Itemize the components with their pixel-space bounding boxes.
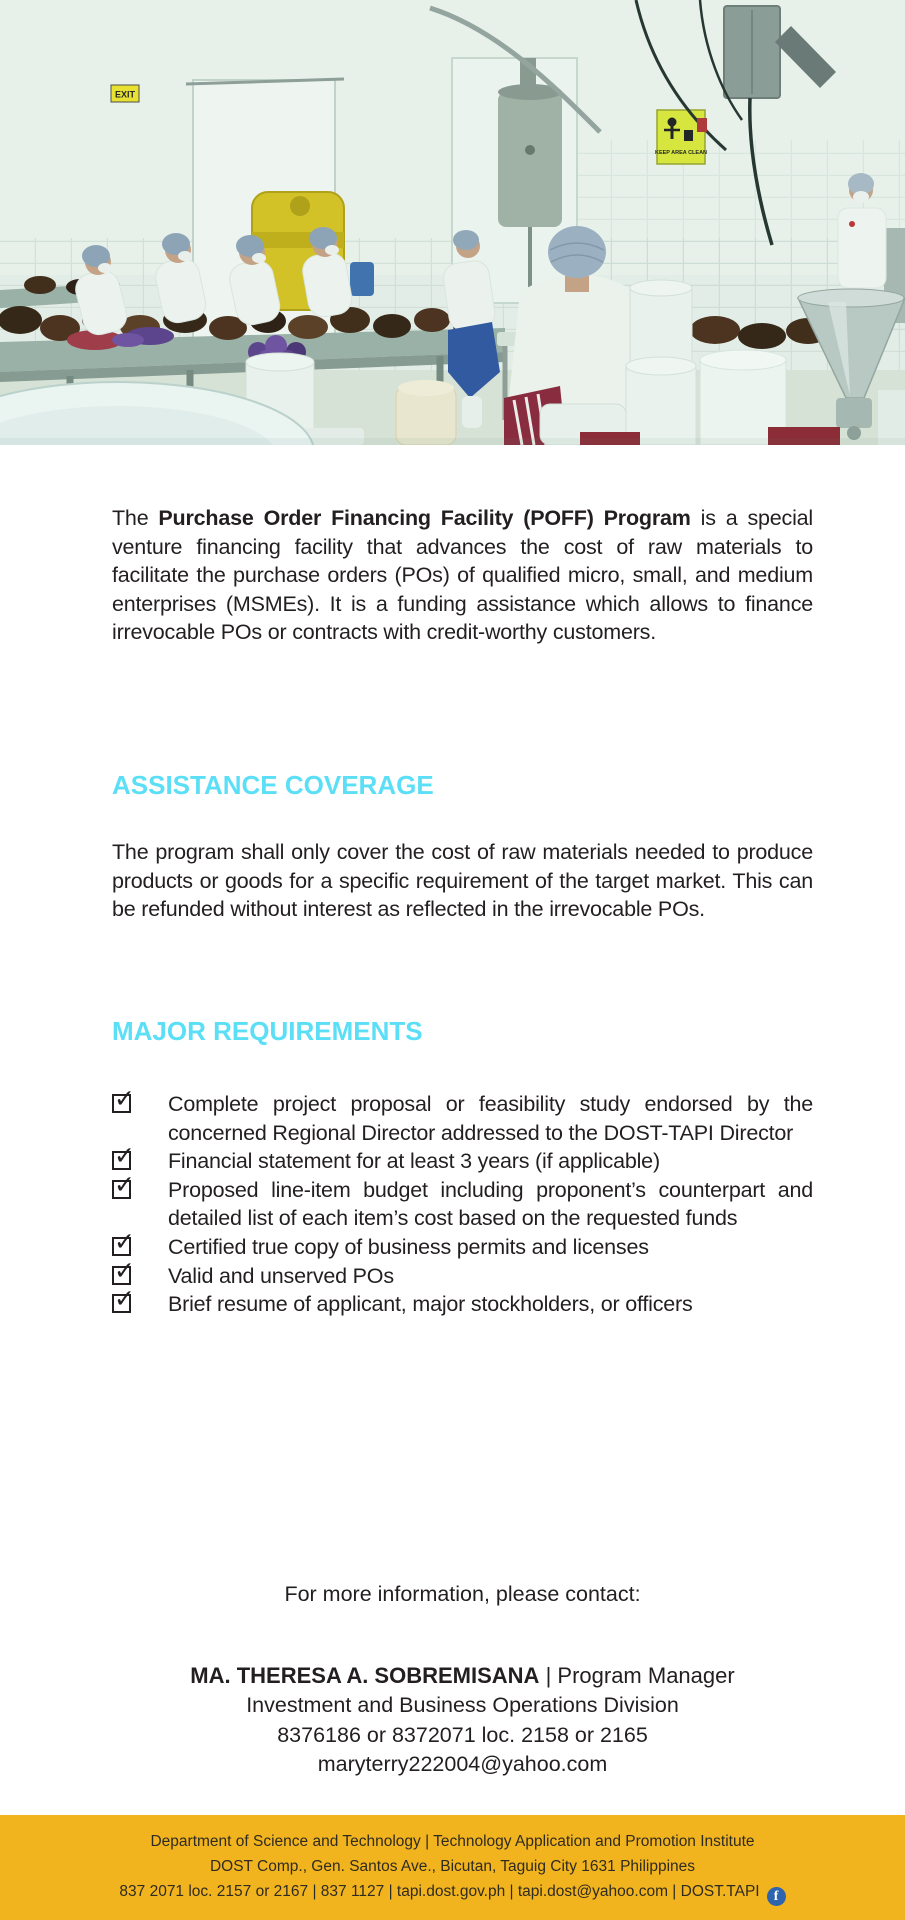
intro-paragraph <box>112 504 813 647</box>
footer-bar <box>0 1815 905 1920</box>
clean-sign-label: KEEP AREA CLEAN <box>654 150 708 156</box>
contact-division: Investment and Business Operations Division <box>246 1693 679 1717</box>
intro-prefix: The <box>112 506 159 530</box>
checklist-item-text: Valid and unserved POs <box>168 1263 394 1288</box>
contact-phone: 8376186 or 8372071 loc. 2158 or 2165 <box>277 1722 648 1747</box>
exit-sign-label: EXIT <box>114 89 136 100</box>
contact-intro: For more information, please contact: <box>284 1582 641 1606</box>
requirements-checklist <box>112 1084 813 1319</box>
assistance-coverage-heading: ASSISTANCE COVERAGE <box>112 770 434 800</box>
program-name: Purchase Order Financing Facility (POFF) Program <box>158 506 691 530</box>
major-requirements-heading: MAJOR REQUIREMENTS <box>112 1016 423 1046</box>
checked-checkbox-icon: ✓ <box>114 1141 135 1171</box>
checked-checkbox-icon: ✓ <box>114 1284 135 1314</box>
intro-rest: is a special venture financing facility that advances the cost of raw materials to facilitate the purchase orders (POs) of qualified micro, small, and medium enterprises (MSMEs). It is a funding assistance which allows to finance irrevocable POs or contracts with credit-worthy customers. <box>112 506 813 645</box>
footer-contacts-line <box>0 1879 905 1906</box>
checked-checkbox-icon: ✓ <box>114 1255 135 1285</box>
checklist-item <box>112 1284 813 1319</box>
contact-role: | Program Manager <box>539 1663 735 1688</box>
checklist-item-text: Proposed line-item budget including proponent’s counterpart and detailed list of each item’s cost based on the requested funds <box>168 1177 813 1231</box>
checked-checkbox-icon: ✓ <box>114 1169 135 1199</box>
factory-photo <box>0 0 905 445</box>
contact-block <box>112 1579 813 1780</box>
contact-email[interactable]: maryterry222004@yahoo.com <box>317 1752 608 1776</box>
checklist-item <box>112 1084 813 1147</box>
footer-address-line: DOST Comp., Gen. Santos Ave., Bicutan, Taguig City 1631 Philippines <box>209 1858 696 1875</box>
checklist-item-text: Certified true copy of business permits and licenses <box>168 1234 649 1259</box>
checked-checkbox-icon: ✓ <box>114 1084 135 1113</box>
checklist-item <box>112 1255 813 1291</box>
contact-name: MA. THERESA A. SOBREMISANA <box>190 1663 540 1688</box>
factory-photo-illustration <box>0 0 905 445</box>
footer-contacts-text: 837 2071 loc. 2157 or 2167 | 837 1127 | tapi.dost.gov.ph | tapi.dost@yahoo.com | DOST.TAPI <box>119 1883 760 1900</box>
footer-org-line: Department of Science and Technology | Technology Application and Promotion Institute <box>150 1833 755 1850</box>
checklist-item <box>112 1169 813 1233</box>
facebook-icon[interactable]: f <box>767 1887 786 1906</box>
assistance-paragraph: The program shall only cover the cost of raw materials needed to produce products or goods for a specific requirement of the target market. This can be refunded without interest as reflected in the irrevocable POs. <box>112 840 813 922</box>
checklist-item-text: Financial statement for at least 3 years (if applicable) <box>168 1149 660 1174</box>
checklist-item <box>112 1226 813 1262</box>
checklist-item-text: Complete project proposal or feasibility study endorsed by the concerned Regional Director addressed to the DOST-TAPI Director <box>168 1092 813 1145</box>
checked-checkbox-icon: ✓ <box>114 1226 135 1256</box>
checklist-item-text: Brief resume of applicant, major stockholders, or officers <box>168 1292 693 1317</box>
contact-name-line <box>112 1661 813 1691</box>
checklist-item <box>112 1141 813 1176</box>
